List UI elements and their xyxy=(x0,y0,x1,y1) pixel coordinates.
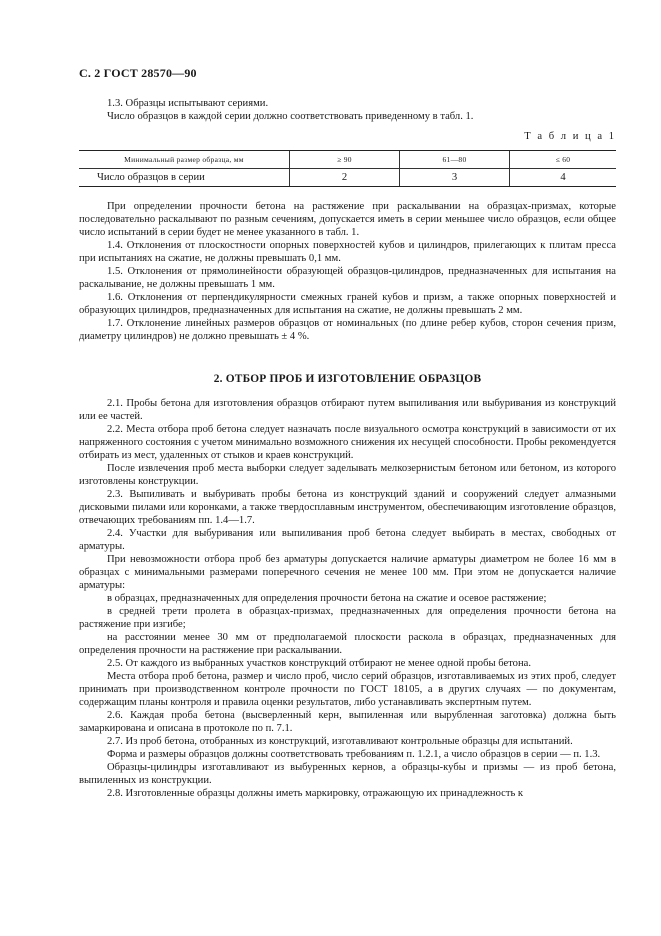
table-1 xyxy=(79,150,616,187)
table-header-cell: ≥ 90 xyxy=(290,151,400,169)
paragraph: 2.1. Пробы бетона для изготовления образцов отбирают путем выпиливания или выбуривания из конструкций или ее частей. xyxy=(79,398,616,422)
paragraph: 2.8. Изготовленные образцы должны иметь маркировку, отражающую их принадлежность к xyxy=(107,788,524,799)
paragraph: 1.6. Отклонения от перпендикулярности смежных граней кубов и призм, а также опорных поверхностей и образующих цилиндров, предназначенных для испытания на сжатие, не должны превышать 2 мм. xyxy=(79,292,616,316)
paragraph: 2.6. Каждая проба бетона (высверленный керн, выпиленная или вырубленная заготовка) должна быть замаркирована и описана в протоколе по п. 7.1. xyxy=(79,710,616,734)
paragraph: 2.2. Места отбора проб бетона следует назначать после визуального осмотра конструкций в зависимости от их напряженного состояния с учетом минимально возможного снижения их несущей способности. Пробы рекомендуется отбирать из мест, удаленных от стыков и краев конструкций. xyxy=(79,424,616,461)
table-cell: 4 xyxy=(510,169,617,187)
paragraph: 1.5. Отклонения от прямолинейности образующей образцов-цилиндров, предназначенных для испытания на раскалывание, не должны превышать 1 мм. xyxy=(79,266,616,290)
paragraph: Места отбора проб бетона, размер и число проб, число серий образцов, изготавливаемых из этих проб, следует принимать при производственном контроле прочности по ГОСТ 18105, а в других случаях — по документам, содержащим планы контроля и правила оценки результатов, либо устанавливать экспертным путем. xyxy=(79,671,616,708)
table-cell: Число образцов в серии xyxy=(79,169,290,187)
table-cell: 2 xyxy=(290,169,400,187)
paragraph: 2.4. Участки для выбуривания или выпиливания проб бетона следует выбирать в местах, свободных от арматуры. xyxy=(79,528,616,552)
intro-block xyxy=(79,97,616,123)
paragraph: 1.3. Образцы испытывают сериями. xyxy=(107,98,269,109)
paragraph: После извлечения проб места выборки следует заделывать мелкозернистым бетоном или бетоном, из которого изготовлены конструкции. xyxy=(79,463,616,487)
section-title: 2. ОТБОР ПРОБ И ИЗГОТОВЛЕНИЕ ОБРАЗЦОВ xyxy=(213,373,482,385)
table-cell: 3 xyxy=(400,169,510,187)
paragraph: При определении прочности бетона на растяжение при раскалывании на образцах-призмах, которые последовательно раскалывают по разным сечениям, допускается иметь в серии меньшее число образцов, если общее число испытаний в серии будет не менее указанного в табл. 1. xyxy=(79,201,616,238)
paragraph: Число образцов в каждой серии должно соответствовать приведенному в табл. 1. xyxy=(107,111,474,122)
table-header-cell: 61—80 xyxy=(400,151,510,169)
paragraph: 2.5. От каждого из выбранных участков конструкций отбирают не менее одной пробы бетона. xyxy=(107,658,531,669)
paragraph: 2.3. Выпиливать и выбуривать пробы бетона из конструкций зданий и сооружений следует алмазными дисковыми пилами или коронками, а также твердосплавным инструментом, обеспечивающим изготовление образцов, отвечающих требованиям пп. 1.4—1.7. xyxy=(79,489,616,526)
table-header-cell: Минимальный размер образца, мм xyxy=(79,151,290,169)
paragraph: Форма и размеры образцов должны соответствовать требованиям п. 1.2.1, а число образцов в серии — п. 1.3. xyxy=(107,749,601,760)
page-header: С. 2 ГОСТ 28570—90 xyxy=(79,66,197,80)
table-header-row xyxy=(79,151,616,169)
paragraph: 2.7. Из проб бетона, отобранных из конструкций, изготавливают контрольные образцы для испытаний. xyxy=(107,736,573,747)
paragraph: 1.7. Отклонение линейных размеров образцов от номинальных (по длине ребер кубов, сторон сечения призм, диаметру цилиндров) не должно превышать ± 4 %. xyxy=(79,318,616,342)
paragraph: в образцах, предназначенных для определения прочности бетона на сжатие и осевое растяжение; xyxy=(107,593,547,604)
paragraph: на расстоянии менее 30 мм от предполагаемой плоскости раскола в образцах, предназначенных для определения прочности на растяжение при раскалывании. xyxy=(79,632,616,656)
paragraph: При невозможности отбора проб без арматуры допускается наличие арматуры диаметром не более 16 мм в образцах с минимальными размерами поперечного сечения не менее 100 мм. При этом не допускается наличие арматуры: xyxy=(79,554,616,591)
section-1-continuation xyxy=(79,200,616,343)
table-header-cell: ≤ 60 xyxy=(510,151,617,169)
paragraph: Образцы-цилиндры изготавливают из выбуренных кернов, а образцы-кубы и призмы — из проб бетона, выпиленных из конструкции. xyxy=(79,762,616,786)
table-row xyxy=(79,169,616,187)
table-caption: Т а б л и ц а 1 xyxy=(524,131,616,142)
section-2-body xyxy=(79,397,616,800)
paragraph: в средней трети пролета в образцах-призмах, предназначенных для определения прочности бетона на растяжение при изгибе; xyxy=(79,606,616,630)
paragraph: 1.4. Отклонения от плоскостности опорных поверхностей кубов и цилиндров, прилегающих к плитам пресса при испытаниях на сжатие, не должны превышать 0,1 мм. xyxy=(79,240,616,264)
